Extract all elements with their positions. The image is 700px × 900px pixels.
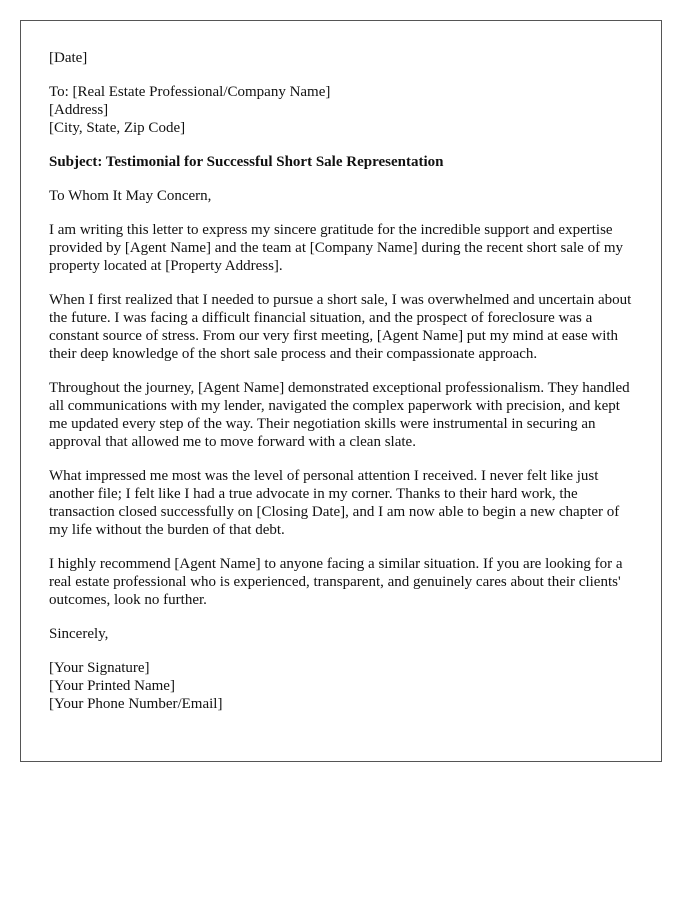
body-paragraph: When I first realized that I needed to pursue a short sale, I was overwhelmed and uncertain about the future. I was facing a difficult financial situation, and the prospect of foreclosure was a constant source of stress. From our very first meeting, [Agent Name] put my mind at ease with their deep knowledge of the short sale process and their compassionate approach. bbox=[49, 292, 632, 362]
recipient-address: [Address] bbox=[49, 102, 109, 118]
recipient-city: [City, State, Zip Code] bbox=[49, 120, 186, 136]
salutation: To Whom It May Concern, bbox=[49, 188, 212, 204]
contact-info: [Your Phone Number/Email] bbox=[49, 696, 223, 712]
body-paragraph: I am writing this letter to express my sincere gratitude for the incredible support and expertise provided by [Agent Name] and the team at [Company Name] during the recent short sale of my property located at [Property Address]. bbox=[49, 222, 623, 274]
letter bbox=[20, 20, 662, 762]
recipient-block bbox=[49, 83, 633, 137]
printed-name: [Your Printed Name] bbox=[49, 678, 175, 694]
closing: Sincerely, bbox=[49, 626, 109, 642]
signature: [Your Signature] bbox=[49, 660, 150, 676]
body-paragraph: What impressed me most was the level of personal attention I received. I never felt like just another file; I felt like I had a true advocate in my corner. Thanks to their hard work, the transaction closed successfully on [Closing Date], and I am now able to begin a new chapter of my life without the burden of that debt. bbox=[49, 468, 620, 538]
recipient-to: To: [Real Estate Professional/Company Name] bbox=[49, 84, 331, 100]
date: [Date] bbox=[49, 50, 88, 66]
signature-block bbox=[49, 659, 633, 713]
subject-line: Subject: Testimonial for Successful Short Sale Representation bbox=[49, 154, 444, 170]
body-paragraph: I highly recommend [Agent Name] to anyone facing a similar situation. If you are looking for a real estate professional who is experienced, transparent, and genuinely cares about their clients' outcomes, look no further. bbox=[49, 556, 623, 608]
body-paragraph: Throughout the journey, [Agent Name] demonstrated exceptional professionalism. They handled all communications with my lender, navigated the complex paperwork with precision, and kept me updated every step of the way. Their negotiation skills were instrumental in securing an approval that allowed me to move forward with a clean slate. bbox=[49, 380, 630, 450]
